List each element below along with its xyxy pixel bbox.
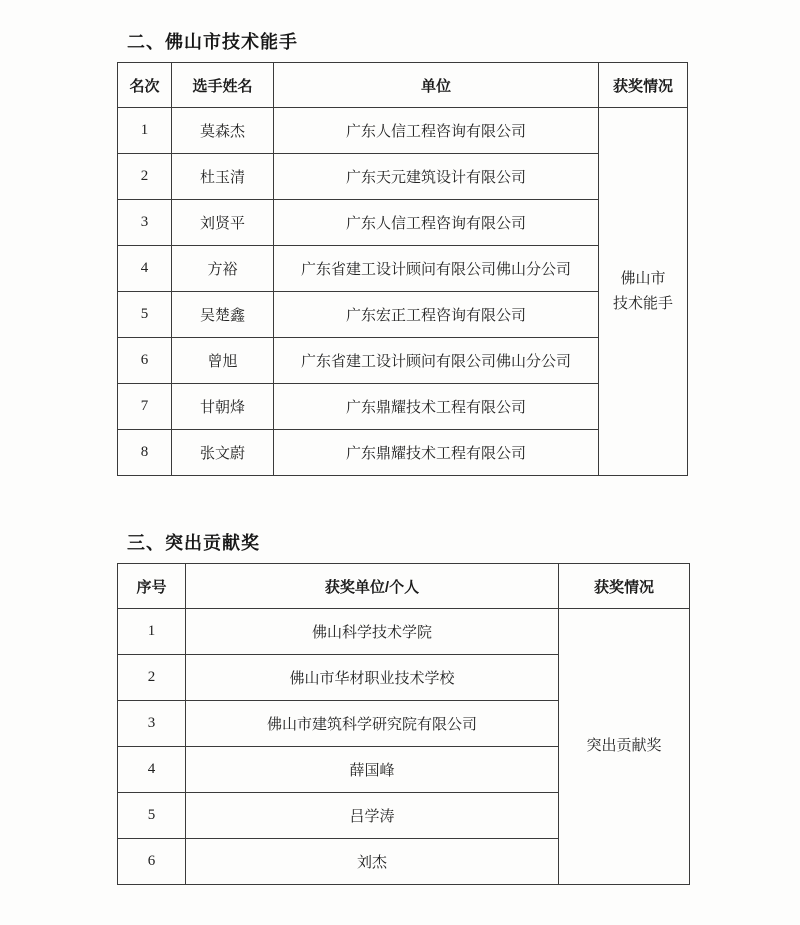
contribution-award-table [117,563,690,885]
unit-cell: 广东宏正工程咨询有限公司 [274,292,599,338]
rank-cell: 1 [118,108,172,154]
name-cell: 杜玉清 [172,154,274,200]
tech-col-header-rank: 名次 [118,63,172,108]
rank-cell: 2 [118,154,172,200]
tech-header-row [118,63,688,108]
no-cell: 6 [118,839,186,885]
section-heading-contribution-award: 三、突出贡献奖 [127,533,260,553]
tech-award-merged-cell [599,108,688,476]
recipient-cell: 吕学涛 [186,793,559,839]
contrib-col-header-award: 获奖情况 [559,564,690,609]
rank-cell: 5 [118,292,172,338]
name-cell: 刘贤平 [172,200,274,246]
tech-col-header-name: 选手姓名 [172,63,274,108]
recipient-cell: 刘杰 [186,839,559,885]
unit-cell: 广东鼎耀技术工程有限公司 [274,384,599,430]
tech-col-header-unit: 单位 [274,63,599,108]
name-cell: 曾旭 [172,338,274,384]
rank-cell: 3 [118,200,172,246]
recipient-cell: 佛山市建筑科学研究院有限公司 [186,701,559,747]
name-cell: 甘朝烽 [172,384,274,430]
no-cell: 1 [118,609,186,655]
rank-cell: 4 [118,246,172,292]
rank-cell: 7 [118,384,172,430]
unit-cell: 广东人信工程咨询有限公司 [274,108,599,154]
unit-cell: 广东省建工设计顾问有限公司佛山分公司 [274,246,599,292]
tech-experts-table [117,62,688,476]
contrib-col-header-recipient: 获奖单位/个人 [186,564,559,609]
no-cell: 4 [118,747,186,793]
rank-cell: 6 [118,338,172,384]
name-cell: 吴楚鑫 [172,292,274,338]
table-row [118,609,690,655]
name-cell: 张文蔚 [172,430,274,476]
rank-cell: 8 [118,430,172,476]
no-cell: 3 [118,701,186,747]
name-cell: 方裕 [172,246,274,292]
recipient-cell: 佛山科学技术学院 [186,609,559,655]
unit-cell: 广东鼎耀技术工程有限公司 [274,430,599,476]
unit-cell: 广东天元建筑设计有限公司 [274,154,599,200]
tech-col-header-award: 获奖情况 [599,63,688,108]
unit-cell: 广东省建工设计顾问有限公司佛山分公司 [274,338,599,384]
name-cell: 莫森杰 [172,108,274,154]
tech-award-line-2: 技术能手 [612,295,673,312]
recipient-cell: 薛国峰 [186,747,559,793]
contrib-col-header-no: 序号 [118,564,186,609]
unit-cell: 广东人信工程咨询有限公司 [274,200,599,246]
contrib-header-row [118,564,690,609]
section-heading-tech-experts: 二、佛山市技术能手 [127,32,298,52]
table-row [118,108,688,154]
recipient-cell: 佛山市华材职业技术学校 [186,655,559,701]
contrib-award-merged-cell: 突出贡献奖 [559,609,690,885]
no-cell: 5 [118,793,186,839]
tech-award-line-1: 佛山市 [620,270,666,287]
no-cell: 2 [118,655,186,701]
